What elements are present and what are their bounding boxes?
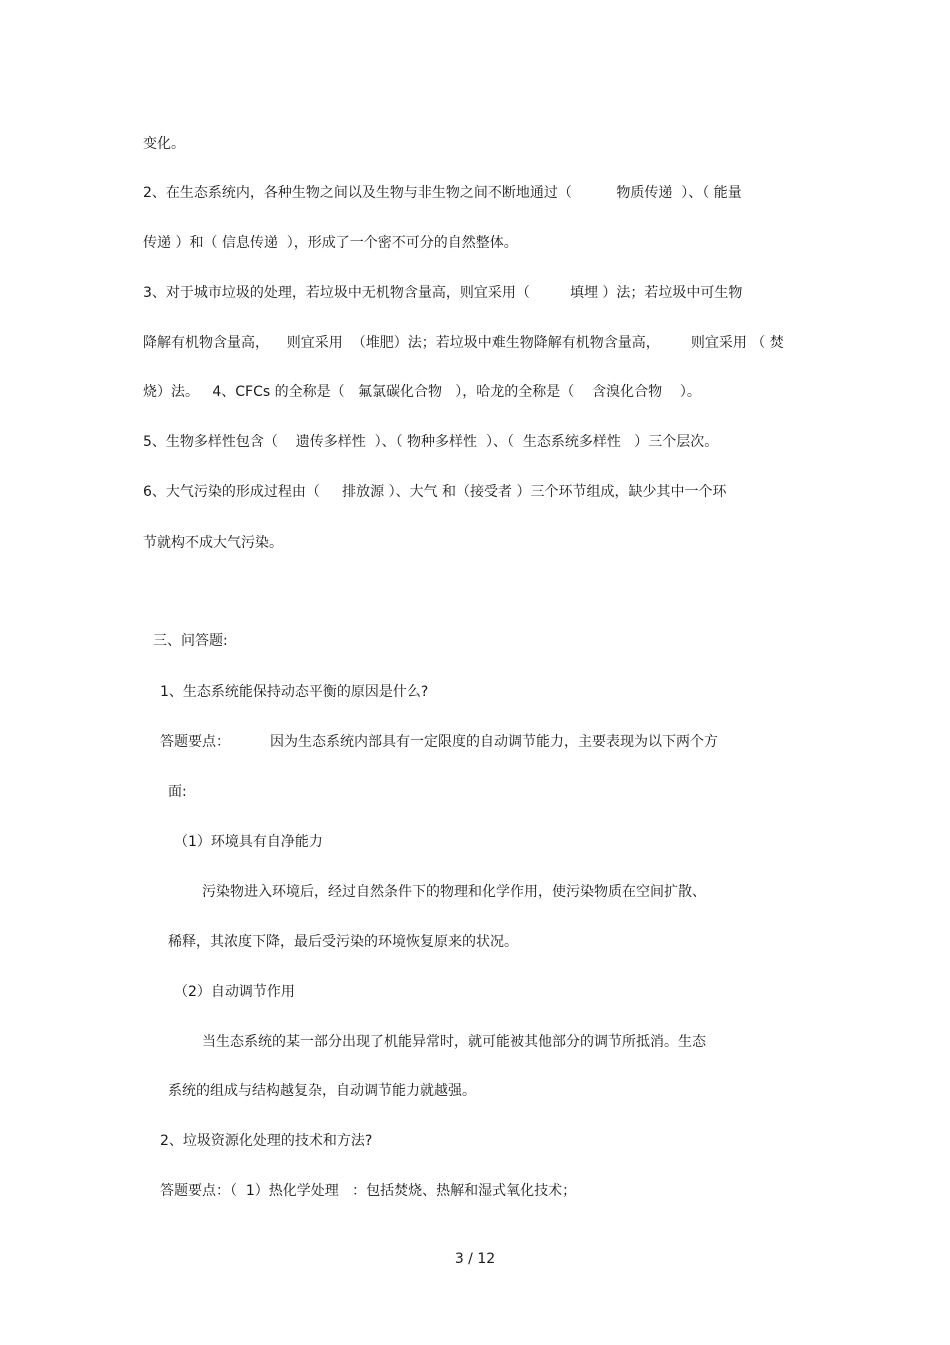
fill-in-question-3: 3、对于城市垃圾的处理，若垃圾中无机物含量高，则宜采用（ 填埋 ）法；若垃圾中可生物 <box>143 285 743 301</box>
page-number: 3 / 12 <box>454 1251 496 1267</box>
text-line: 传递 ）和（ 信息传递 ），形成了一个密不可分的自然整体。 <box>143 235 518 251</box>
text-line: 面: <box>168 784 187 800</box>
text-line: 节就构不成大气污染。 <box>143 535 283 551</box>
sub-heading: （2）自动调节作用 <box>174 984 295 1000</box>
sub-heading: （1）环境具有自净能力 <box>174 834 323 850</box>
question-2: 2、垃圾资源化处理的技术和方法? <box>160 1133 373 1149</box>
question-1: 1、生态系统能保持动态平衡的原因是什么? <box>160 684 429 700</box>
fill-in-question-4: 烧）法。 4、CFCs 的全称是（ 氟氯碳化合物 ），哈龙的全称是（ 含溴化合物 ）。 <box>143 384 701 400</box>
text-line: 降解有机物含量高， 则宜采用 （堆肥）法；若垃圾中难生物降解有机物含量高， 则宜采用 （ 焚 <box>143 335 784 351</box>
text-line: 系统的组成与结构越复杂，自动调节能力就越强。 <box>168 1083 476 1099</box>
answer-points: 答题要点：（ 1）热化学处理 ：包括焚烧、热解和湿式氧化技术； <box>160 1183 577 1199</box>
section-heading: 三、问答题: <box>153 633 228 649</box>
fill-in-question-5: 5、生物多样性包含（ 遗传多样性 ）、（ 物种多样性 ）、（ 生态系统多样性 ）三个层次。 <box>143 434 719 450</box>
text-line: 变化。 <box>143 136 185 152</box>
fill-in-question-6: 6、大气污染的形成过程由（ 排放源 ）、大气 和（接受者 ）三个环节组成，缺少其中一个环 <box>143 484 727 500</box>
text-line: 污染物进入环境后，经过自然条件下的物理和化学作用，使污染物质在空间扩散、 <box>202 884 706 900</box>
answer-points: 答题要点： 因为生态系统内部具有一定限度的自动调节能力，主要表现为以下两个方 <box>160 734 719 750</box>
fill-in-question-2: 2、在生态系统内，各种生物之间以及生物与非生物之间不断地通过（ 物质传递 ）、（ 能量 <box>143 185 742 201</box>
text-line: 稀释，其浓度下降，最后受污染的环境恢复原来的状况。 <box>168 934 518 950</box>
text-line: 当生态系统的某一部分出现了机能异常时，就可能被其他部分的调节所抵消。生态 <box>202 1034 706 1050</box>
